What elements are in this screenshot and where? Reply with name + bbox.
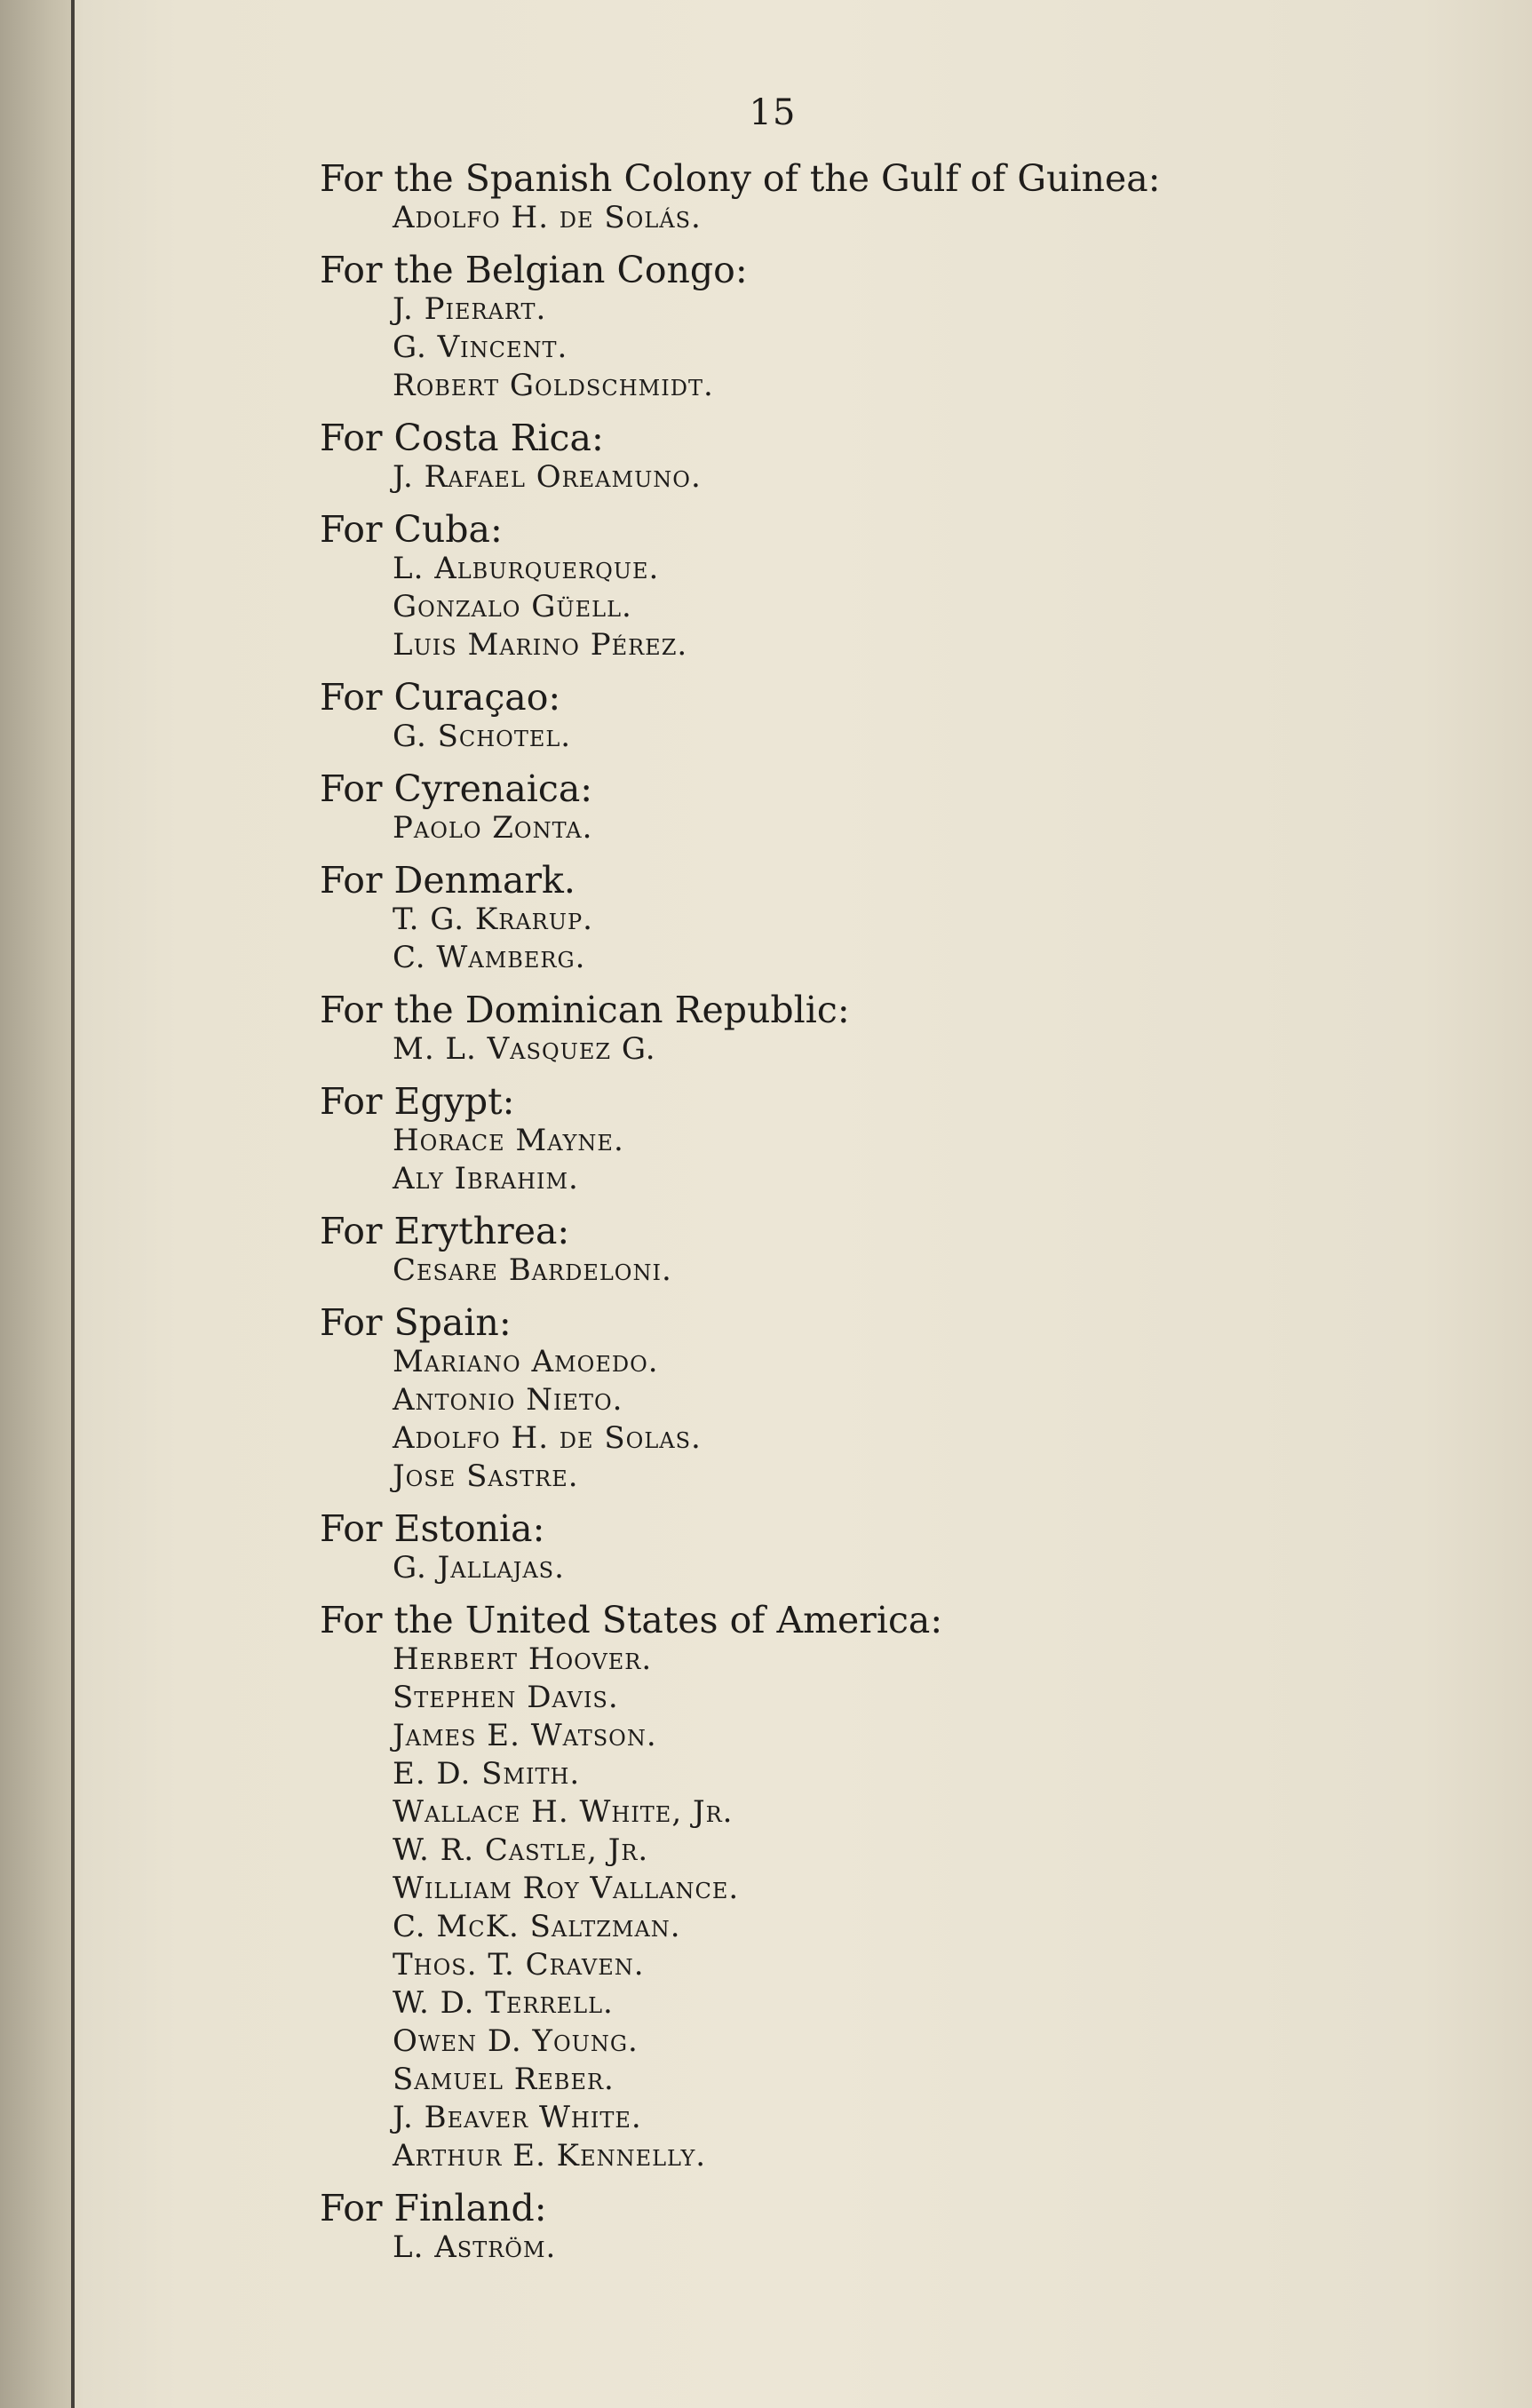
signatory-name: J. Rafael Oreamuno. bbox=[393, 459, 702, 495]
signatory-name: James E. Watson. bbox=[393, 1718, 657, 1753]
signatory-list bbox=[320, 158, 1243, 2279]
page-gutter-shadow bbox=[0, 0, 71, 2408]
signatory-name: L. Aström. bbox=[393, 2229, 557, 2265]
signatory-section bbox=[320, 1508, 1243, 1587]
country-heading: For the Spanish Colony of the Gulf of Guinea: bbox=[320, 157, 1161, 200]
country-heading: For Curaçao: bbox=[320, 676, 561, 719]
signatory-name: L. Alburquerque. bbox=[393, 551, 660, 586]
signatory-name: E. D. Smith. bbox=[393, 1756, 581, 1792]
signatory-name: Jose Sastre. bbox=[393, 1458, 579, 1494]
signatory-section bbox=[320, 1081, 1243, 1198]
signatory-section bbox=[320, 1600, 1243, 2175]
signatory-section bbox=[320, 2188, 1243, 2267]
signatory-name: Samuel Reber. bbox=[393, 2062, 615, 2097]
country-heading: For Costa Rica: bbox=[320, 417, 604, 459]
country-heading: For the Belgian Congo: bbox=[320, 249, 748, 291]
signatory-section bbox=[320, 1302, 1243, 1496]
signatory-name: William Roy Vallance. bbox=[393, 1871, 740, 1906]
page-number: 15 bbox=[749, 92, 797, 133]
signatory-name: M. L. Vasquez G. bbox=[393, 1031, 656, 1067]
signatory-name: Adolfo H. de Solas. bbox=[393, 1420, 702, 1456]
signatory-name: G. Vincent. bbox=[393, 330, 568, 365]
signatory-name: W. D. Terrell. bbox=[393, 1985, 614, 2021]
binding-edge bbox=[71, 0, 75, 2408]
signatory-name: G. Jallajas. bbox=[393, 1550, 565, 1585]
signatory-name: C. McK. Saltzman. bbox=[393, 1909, 681, 1944]
signatory-name: Adolfo H. de Solás. bbox=[393, 200, 702, 235]
signatory-name: Paolo Zonta. bbox=[393, 810, 593, 846]
country-heading: For Finland: bbox=[320, 2187, 547, 2229]
signatory-name: Mariano Amoedo. bbox=[393, 1344, 659, 1379]
signatory-name: Antonio Nieto. bbox=[393, 1382, 623, 1418]
signatory-name: Aly Ibrahim. bbox=[393, 1161, 579, 1196]
signatory-name: Gonzalo Güell. bbox=[393, 589, 632, 624]
signatory-name: G. Schotel. bbox=[393, 719, 572, 754]
signatory-name: Horace Mayne. bbox=[393, 1123, 624, 1158]
country-heading: For Cyrenaica: bbox=[320, 767, 593, 810]
signatory-name: T. G. Krarup. bbox=[393, 902, 593, 937]
country-heading: For Egypt: bbox=[320, 1080, 515, 1123]
signatory-name: Herbert Hoover. bbox=[393, 1641, 653, 1677]
signatory-name: Cesare Bardeloni. bbox=[393, 1252, 672, 1288]
signatory-section bbox=[320, 158, 1243, 237]
signatory-name: Owen D. Young. bbox=[393, 2023, 639, 2059]
signatory-name: C. Wamberg. bbox=[393, 940, 586, 975]
signatory-name: Thos. T. Craven. bbox=[393, 1947, 645, 1983]
signatory-section bbox=[320, 860, 1243, 977]
country-heading: For Erythrea: bbox=[320, 1210, 570, 1252]
country-heading: For Cuba: bbox=[320, 508, 503, 551]
signatory-name: J. Pierart. bbox=[393, 291, 547, 327]
country-heading: For Spain: bbox=[320, 1301, 512, 1344]
signatory-section bbox=[320, 1211, 1243, 1290]
country-heading: For the United States of America: bbox=[320, 1599, 943, 1641]
country-heading: For Denmark. bbox=[320, 859, 575, 902]
country-heading: For the Dominican Republic: bbox=[320, 989, 850, 1031]
signatory-name: Arthur E. Kennelly. bbox=[393, 2138, 707, 2174]
country-heading: For Estonia: bbox=[320, 1507, 545, 1550]
signatory-name: W. R. Castle, Jr. bbox=[393, 1832, 649, 1868]
signatory-section bbox=[320, 989, 1243, 1069]
signatory-name: Wallace H. White, Jr. bbox=[393, 1794, 734, 1830]
signatory-section bbox=[320, 250, 1243, 405]
signatory-name: Luis Marino Pérez. bbox=[393, 627, 688, 663]
signatory-section bbox=[320, 768, 1243, 847]
signatory-section bbox=[320, 417, 1243, 497]
signatory-name: Stephen Davis. bbox=[393, 1680, 619, 1715]
signatory-name: J. Beaver White. bbox=[393, 2100, 642, 2135]
signatory-section bbox=[320, 677, 1243, 756]
signatory-section bbox=[320, 509, 1243, 664]
signatory-name: Robert Goldschmidt. bbox=[393, 368, 714, 403]
